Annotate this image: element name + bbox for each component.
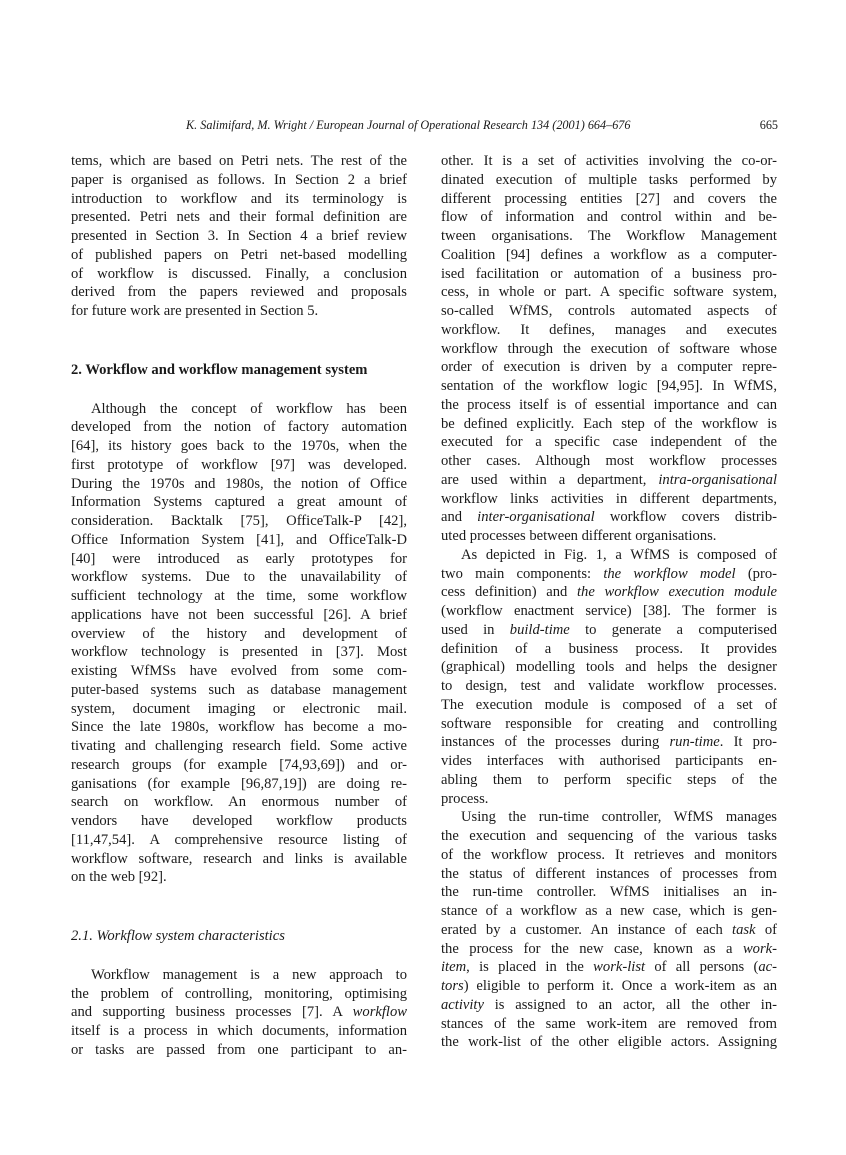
text-line: developed from the notion of factory automation <box>71 419 407 436</box>
spacer <box>71 946 407 966</box>
text-line: the process itself is of essential importance and can <box>441 396 777 413</box>
text-line: existing WfMSs have evolved from some com- <box>71 663 407 679</box>
section-heading: 2. Workflow and workflow management system <box>71 361 368 378</box>
text-line: other cases. Although most workflow processes <box>441 453 777 469</box>
text-line: During the 1970s and 1980s, the notion of Office <box>71 475 407 492</box>
spacer <box>71 321 407 361</box>
text-line: tween organisations. The Workflow Management <box>441 228 777 244</box>
text-line: for future work are presented in Section 5. <box>71 303 319 319</box>
text-line: [40] were introduced as early prototypes for <box>71 550 407 567</box>
text-line: tems, which are based on Petri nets. The rest of the <box>71 153 407 169</box>
page-number: 665 <box>759 118 778 132</box>
text-line: Office Information System [41], and OfficeTalk-D <box>71 531 407 548</box>
emphasis: the workflow execution module <box>576 584 777 601</box>
intro-paragraph-end <box>71 152 407 321</box>
text-run: ) eligible to perform it. Once a work-item as an <box>463 978 777 994</box>
text-line: itself is a process in which documents, information <box>71 1023 407 1039</box>
emphasis: inter-organisational <box>477 509 595 526</box>
text-line <box>441 977 777 996</box>
text-line: Workflow management is a new approach to <box>91 966 407 983</box>
emphasis: build-time <box>509 621 570 638</box>
subsection-heading: 2.1. Workflow system characteristics <box>71 928 285 944</box>
text-line: The execution module is composed of a set of <box>441 696 777 713</box>
text-run: are used within a department, <box>441 471 659 488</box>
text-run: of <box>755 921 777 938</box>
text-line: Although the concept of workflow has been <box>91 400 407 417</box>
text-line <box>71 1003 407 1022</box>
text-line: puter-based systems such as database management <box>71 681 407 698</box>
text-line: sentation of the workflow logic [94,95]. In WfMS, <box>441 378 777 394</box>
text-line: stances of the same work-item are removed from <box>441 1015 777 1032</box>
text-line: derived from the papers reviewed and proposals <box>71 284 407 301</box>
text-line: stance of a workflow as a new case, which is gen- <box>441 903 777 919</box>
text-line: workflow systems. Due to the unavailability of <box>71 569 407 586</box>
text-run: (pro- <box>735 565 777 582</box>
text-line: first prototype of workflow [97] was developed. <box>71 456 407 473</box>
text-run: workflow covers distrib- <box>594 509 777 526</box>
text-run: , is placed in the <box>466 959 594 976</box>
text-line: Coalition [94] defines a workflow as a computer- <box>441 246 777 263</box>
text-line: [11,47,54]. A comprehensive resource listing of <box>71 831 407 848</box>
text-line <box>441 733 777 752</box>
right-column <box>441 152 777 1052</box>
running-head: K. Salimifard, M. Wright / European Journal of Operational Research 134 (2001) 664–676 <box>186 118 631 132</box>
text-line: applications have not been successful [26]. A brief <box>71 606 407 623</box>
text-line: paper is organised as follows. In Section 2 a brief <box>71 171 407 188</box>
text-line <box>441 996 777 1015</box>
text-line: the execution and sequencing of the various tasks <box>441 828 777 844</box>
emphasis: work-list <box>593 959 646 976</box>
text-line: presented in Section 3. In Section 4 a brief review <box>71 228 407 244</box>
text-line <box>441 565 777 584</box>
running-header <box>186 118 778 136</box>
spacer <box>71 887 407 927</box>
text-line: search on workflow. An enormous number of <box>71 794 407 811</box>
text-line: (graphical) modelling tools and helps the designer <box>441 659 777 676</box>
left-column <box>71 152 407 1060</box>
text-line <box>441 583 777 602</box>
text-line: to design, test and validate workflow processes. <box>441 678 777 694</box>
section-2-1-paragraph <box>71 966 407 1060</box>
emphasis: intra-organisational <box>658 471 777 488</box>
text-line: introduction to workflow and its terminology is <box>71 190 407 207</box>
text-line: executed for a specific case independent of the <box>441 434 777 451</box>
text-line: [64], its history goes back to the 1970s, when the <box>71 438 407 454</box>
text-line: workflow software, research and links is available <box>71 850 407 867</box>
emphasis: ac- <box>758 959 777 976</box>
text-line: of the workflow process. It retrieves and monitors <box>441 846 777 863</box>
emphasis: run-time <box>669 734 720 751</box>
text-line: presented. Petri nets and their formal definition are <box>71 209 407 226</box>
text-run: used in <box>441 621 510 638</box>
text-line: process. <box>441 790 489 807</box>
text-run: instances of the processes during <box>441 734 670 751</box>
text-line: order of execution is driven by a computer repre- <box>441 359 777 376</box>
text-line <box>441 508 777 527</box>
text-line: so-called WfMS, controls automated aspects of <box>441 303 777 319</box>
text-line: system, document imaging or electronic mail. <box>71 700 407 717</box>
text-line: vendors have developed workflow products <box>71 813 407 829</box>
spacer <box>71 380 407 400</box>
text-line: ised facilitation or automation of a business pro- <box>441 265 777 282</box>
text-run: cess definition) and <box>441 584 577 601</box>
text-line: workflow technology is presented in [37]. Most <box>71 644 407 661</box>
text-line: of published papers on Petri net-based modelling <box>71 246 407 263</box>
text-line: uted processes between different organisations. <box>441 528 717 544</box>
text-line: consideration. Backtalk [75], OfficeTalk-P [42], <box>71 513 407 529</box>
section-2-paragraph <box>71 400 407 888</box>
emphasis: work- <box>742 940 777 957</box>
emphasis: activity <box>441 996 484 1013</box>
text-line: the status of different instances of processes from <box>441 865 777 882</box>
text-run: . It pro- <box>719 734 777 751</box>
emphasis: task <box>732 921 756 938</box>
text-line: definition of a business process. It provides <box>441 640 777 657</box>
text-line: the work-list of the other eligible actors. Assigning <box>441 1034 777 1051</box>
text-line: workflow through the execution of software whose <box>441 340 777 357</box>
text-line: the run-time controller. WfMS initialises an in- <box>441 884 777 901</box>
text-line: (workflow enactment service) [38]. The former is <box>441 603 777 619</box>
text-line: research groups (for example [74,93,69]) and or- <box>71 756 407 773</box>
text-line: flow of information and control within and be- <box>441 209 777 226</box>
emphasis: tors <box>441 978 464 994</box>
text-line: or tasks are passed from one participant to an- <box>71 1041 407 1058</box>
text-line: Using the run-time controller, WfMS manages <box>461 809 777 826</box>
text-line: tivating and challenging research field. Some active <box>71 738 407 754</box>
text-line: of workflow is discussed. Finally, a conclusion <box>71 265 407 282</box>
text-line: abling them to perform specific steps of the <box>441 771 777 788</box>
text-run: erated by a customer. An instance of each <box>441 921 733 938</box>
text-run: and <box>441 509 478 526</box>
text-line: As depicted in Fig. 1, a WfMS is composed of <box>461 546 777 563</box>
text-line <box>441 921 777 940</box>
text-line <box>441 621 777 640</box>
text-line: sufficient technology at the time, some workflow <box>71 588 407 604</box>
text-line: software responsible for creating and controlling <box>441 715 777 732</box>
emphasis: workflow <box>352 1004 407 1021</box>
text-line: workflow links activities in different departments, <box>441 490 777 507</box>
text-run: the process for the new case, known as a <box>441 940 743 957</box>
text-line: dinated execution of multiple tasks performed by <box>441 171 777 188</box>
text-line <box>441 958 777 977</box>
text-line: vides interfaces with authorised participants en- <box>441 753 777 769</box>
text-line: on the web [92]. <box>71 869 167 886</box>
text-line: be defined explicitly. Each step of the workflow is <box>441 415 777 432</box>
text-run: and supporting business processes [7]. A <box>71 1004 353 1021</box>
text-run: to generate a computerised <box>569 621 777 638</box>
text-run: two main components: <box>441 565 604 582</box>
text-line: cess, in whole or part. A specific software system, <box>441 284 777 301</box>
text-line: Information Systems captured a great amount of <box>71 494 407 511</box>
text-line <box>441 471 777 490</box>
text-run: of all persons ( <box>645 959 759 976</box>
text-line <box>441 940 777 959</box>
text-line: the problem of controlling, monitoring, optimising <box>71 985 407 1002</box>
emphasis: the workflow model <box>603 565 736 582</box>
text-line: Since the late 1980s, workflow has become a mo- <box>71 719 407 736</box>
emphasis: item <box>441 959 467 976</box>
text-line: other. It is a set of activities involving the co-or- <box>441 153 777 169</box>
text-line: overview of the history and development of <box>71 625 407 642</box>
text-line: different processing entities [27] and covers the <box>441 190 777 207</box>
text-run: is assigned to an actor, all the other in- <box>483 996 777 1013</box>
text-line: workflow. It defines, manages and executes <box>441 321 777 338</box>
text-line: ganisations (for example [96,87,19]) are doing re- <box>71 775 407 792</box>
